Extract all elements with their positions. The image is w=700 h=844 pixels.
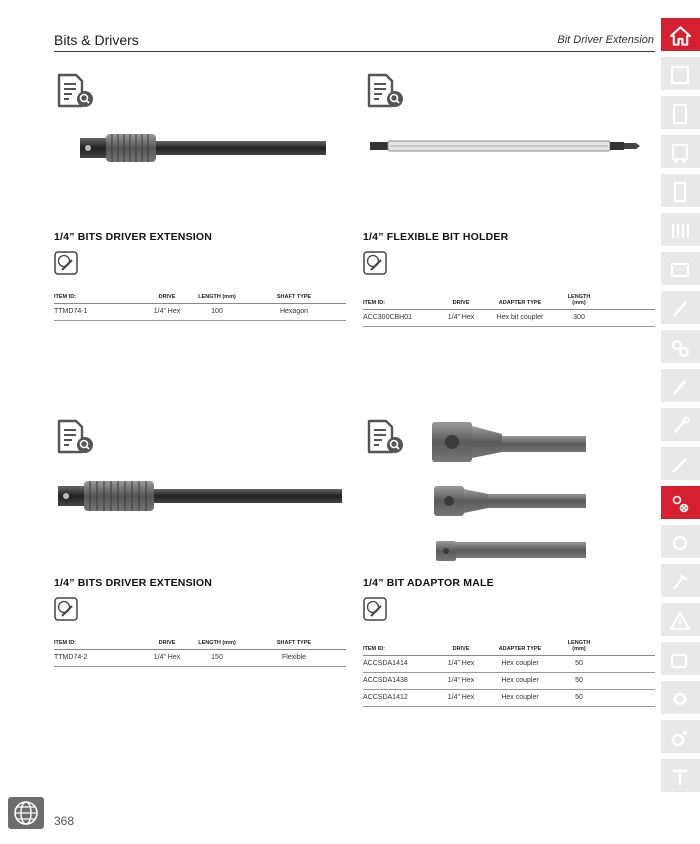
shaft-type-cell: Flexible: [242, 650, 346, 667]
column-header: LENGTH (mm): [192, 640, 242, 650]
column-header: ADAPTER TYPE: [479, 294, 561, 310]
trolley-icon: [669, 142, 691, 164]
tool-set-icon: [669, 220, 691, 242]
shaft-type-cell: Hexagon: [242, 304, 346, 321]
column-header: SHAFT TYPE: [242, 294, 346, 304]
spec-table: [54, 294, 346, 321]
drive-cell: 1/4” Hex: [142, 650, 192, 667]
drive-cell: 1/4” Hex: [443, 656, 479, 673]
catalog-document-icon[interactable]: [54, 418, 96, 460]
hex-drive-badge-icon: [363, 597, 387, 621]
column-header: ITEM ID:: [363, 640, 443, 656]
category-sidebar: [661, 18, 700, 838]
product-title: 1/4” FLEXIBLE BIT HOLDER: [363, 231, 509, 243]
catalog-document-icon[interactable]: [364, 72, 406, 114]
product-title: 1/4” BITS DRIVER EXTENSION: [54, 231, 213, 243]
length-cell: 300: [561, 310, 597, 327]
table-row: [363, 673, 655, 690]
home-icon: [669, 25, 692, 47]
sidebar-tab-accessories[interactable]: [661, 720, 700, 756]
table-row: [54, 650, 346, 667]
cabinet-icon: [669, 103, 691, 125]
globe-icon: [8, 797, 44, 829]
item-id: ACCSDA1438: [363, 673, 443, 690]
sidebar-tab-storage[interactable]: [661, 174, 700, 210]
page-title: Bits & Drivers: [54, 32, 139, 48]
drive-cell: 1/4” Hex: [443, 673, 479, 690]
product-title: 1/4” BIT ADAPTOR MALE: [363, 577, 494, 589]
sidebar-tab-tool-sets[interactable]: [661, 213, 700, 249]
table-row: [363, 690, 655, 707]
hammer-icon: [669, 571, 691, 593]
sidebar-tab-hand-tools[interactable]: [661, 291, 700, 327]
item-id: ACCSDA1412: [363, 690, 443, 707]
item-id: ACCSDA1414: [363, 656, 443, 673]
column-header: LENGTH (mm): [561, 294, 597, 310]
sidebar-tab-hammers[interactable]: [661, 564, 700, 600]
clamp-icon: [669, 766, 691, 788]
product-title: 1/4” BITS DRIVER EXTENSION: [54, 577, 213, 589]
sidebar-tab-sockets[interactable]: [661, 330, 700, 366]
drive-cell: 1/4” Hex: [443, 310, 479, 327]
sidebar-tab-workbench[interactable]: [661, 759, 700, 795]
sidebar-tab-cabinet[interactable]: [661, 96, 700, 132]
bits-driver-extension-150-image: [52, 476, 344, 516]
column-header: DRIVE: [443, 294, 479, 310]
drive-cell: 1/4” Hex: [443, 690, 479, 707]
accessories-icon: [669, 727, 691, 749]
adapter-type-cell: Hex coupler: [479, 656, 561, 673]
spacer-header: [597, 640, 655, 656]
hex-drive-badge-icon: [363, 251, 387, 275]
bits-driver-extension-100-image: [72, 128, 328, 168]
sidebar-tab-safety[interactable]: [661, 603, 700, 639]
column-header: SHAFT TYPE: [242, 640, 346, 650]
sidebar-tab-bits-drivers[interactable]: [661, 486, 700, 522]
socket-icon: [669, 337, 691, 359]
spacer-header: [597, 294, 655, 310]
sidebar-tab-trolley[interactable]: [661, 135, 700, 171]
hex-drive-badge-icon: [54, 597, 78, 621]
storage-icon: [669, 181, 691, 203]
header-divider: [54, 51, 655, 52]
table-row: [363, 310, 655, 327]
spec-table: [363, 294, 655, 327]
column-header: ITEM ID:: [363, 294, 443, 310]
bits-drivers-icon: [669, 493, 691, 515]
sidebar-tab-power-tools[interactable]: [661, 681, 700, 717]
catalog-document-icon[interactable]: [54, 72, 96, 114]
column-header: ADAPTER TYPE: [479, 640, 561, 656]
length-cell: 150: [192, 650, 242, 667]
sidebar-tab-workshop[interactable]: [661, 252, 700, 288]
column-header: LENGTH (mm): [561, 640, 597, 656]
website-link[interactable]: [8, 797, 44, 829]
length-cell: 100: [192, 304, 242, 321]
spacer-cell: [597, 656, 655, 673]
screwdriver-icon: [669, 298, 691, 320]
workshop-icon: [669, 259, 691, 281]
sidebar-tab-measuring[interactable]: [661, 642, 700, 678]
length-cell: 50: [561, 656, 597, 673]
gear-icon: [669, 688, 691, 710]
bit-adaptor-male-image: [430, 418, 590, 568]
length-cell: 50: [561, 690, 597, 707]
spec-table: [363, 640, 655, 707]
item-id: TTMD74-1: [54, 304, 142, 321]
sidebar-tab-cutting[interactable]: [661, 525, 700, 561]
warning-icon: [669, 610, 691, 632]
table-row: [54, 304, 346, 321]
cutting-icon: [669, 532, 691, 554]
hex-drive-badge-icon: [54, 251, 78, 275]
drive-cell: 1/4” Hex: [142, 304, 192, 321]
spacer-cell: [597, 310, 655, 327]
adapter-type-cell: Hex coupler: [479, 690, 561, 707]
length-cell: 50: [561, 673, 597, 690]
column-header: LENGTH (mm): [192, 294, 242, 304]
pliers-icon: [669, 454, 691, 476]
spec-table: [54, 640, 346, 667]
table-row: [363, 656, 655, 673]
toolbox-icon: [669, 64, 691, 86]
column-header: DRIVE: [142, 640, 192, 650]
spacer-cell: [597, 690, 655, 707]
column-header: ITEM ID:: [54, 640, 142, 650]
home-tab[interactable]: [661, 18, 700, 54]
flexible-bit-holder-image: [370, 136, 642, 156]
catalog-document-icon[interactable]: [364, 418, 406, 460]
page-number: 368: [54, 814, 75, 828]
tape-measure-icon: [669, 649, 691, 671]
spacer-cell: [597, 673, 655, 690]
section-subtitle: Bit Driver Extension: [557, 34, 654, 46]
item-id: ACC300CBH01: [363, 310, 443, 327]
spanner-icon: [669, 415, 691, 437]
column-header: ITEM ID:: [54, 294, 142, 304]
sidebar-tab-toolbox[interactable]: [661, 57, 700, 93]
sidebar-tab-spanners[interactable]: [661, 408, 700, 444]
column-header: DRIVE: [443, 640, 479, 656]
item-id: TTMD74-2: [54, 650, 142, 667]
adapter-type-cell: Hex bit coupler: [479, 310, 561, 327]
wrench-icon: [669, 376, 691, 398]
sidebar-tab-pliers[interactable]: [661, 447, 700, 483]
adapter-type-cell: Hex coupler: [479, 673, 561, 690]
sidebar-tab-wrenches[interactable]: [661, 369, 700, 405]
column-header: DRIVE: [142, 294, 192, 304]
